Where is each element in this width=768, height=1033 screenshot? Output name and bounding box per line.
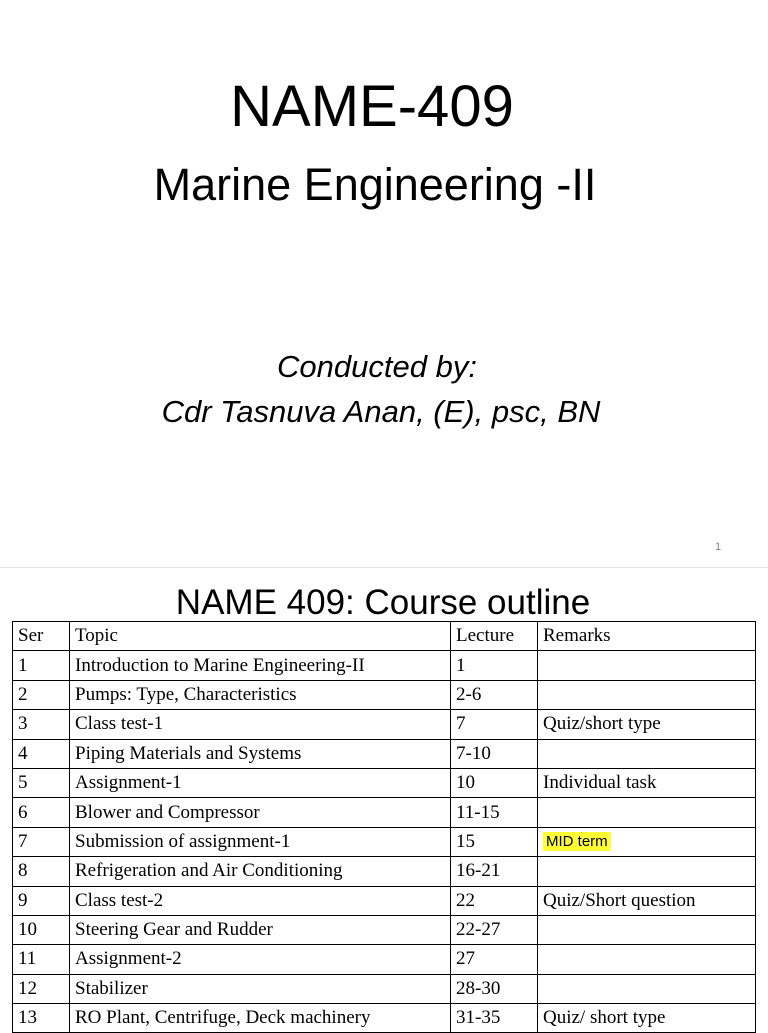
cell-ser: 5	[13, 768, 70, 797]
table-row	[13, 945, 756, 974]
cell-remarks	[538, 915, 756, 944]
cell-lecture: 22-27	[451, 915, 538, 944]
table-header-row	[13, 622, 756, 651]
cell-lecture: 15	[451, 827, 538, 856]
cell-remarks	[538, 945, 756, 974]
table-row	[13, 739, 756, 768]
cell-ser: 12	[13, 974, 70, 1003]
table-row	[13, 710, 756, 739]
cell-topic: Pumps: Type, Characteristics	[70, 680, 451, 709]
table-row	[13, 651, 756, 680]
cell-lecture: 2-6	[451, 680, 538, 709]
cell-ser: 10	[13, 915, 70, 944]
cell-topic: RO Plant, Centrifuge, Deck machinery	[70, 1004, 451, 1033]
cell-remarks	[538, 857, 756, 886]
cell-remarks	[538, 651, 756, 680]
cell-topic: Steering Gear and Rudder	[70, 915, 451, 944]
cell-topic: Stabilizer	[70, 974, 451, 1003]
cell-topic: Assignment-2	[70, 945, 451, 974]
cell-remarks	[538, 974, 756, 1003]
table-row	[13, 915, 756, 944]
cell-remarks: Quiz/short type	[538, 710, 756, 739]
course-title: Marine Engineering -II	[153, 159, 597, 210]
cell-lecture: 1	[451, 651, 538, 680]
mid-term-highlight: MID term	[543, 832, 611, 851]
cell-ser: 2	[13, 680, 70, 709]
cell-topic: Class test-2	[70, 886, 451, 915]
cell-topic: Class test-1	[70, 710, 451, 739]
cell-ser: 11	[13, 945, 70, 974]
course-code: NAME-409	[230, 74, 514, 139]
cell-lecture: 31-35	[451, 1004, 538, 1033]
cell-remarks: Quiz/ short type	[538, 1004, 756, 1033]
table-row	[13, 886, 756, 915]
cell-lecture: 11-15	[451, 798, 538, 827]
outline-title: NAME 409: Course outline	[175, 583, 591, 622]
cell-remarks	[538, 798, 756, 827]
cell-topic: Introduction to Marine Engineering-II	[70, 651, 451, 680]
table-row	[13, 827, 756, 856]
cell-ser: 3	[13, 710, 70, 739]
cell-topic: Submission of assignment-1	[70, 827, 451, 856]
cell-remarks: Quiz/Short question	[538, 886, 756, 915]
cell-topic: Blower and Compressor	[70, 798, 451, 827]
table-row	[13, 798, 756, 827]
cell-remarks	[538, 827, 756, 856]
cell-lecture: 7	[451, 710, 538, 739]
table-row	[13, 768, 756, 797]
table-row	[13, 680, 756, 709]
cell-ser: 13	[13, 1004, 70, 1033]
cell-topic: Assignment-1	[70, 768, 451, 797]
conducted-by-label: Conducted by:	[277, 349, 477, 384]
table-row	[13, 1004, 756, 1033]
course-outline-slide	[0, 568, 768, 1029]
cell-topic: Piping Materials and Systems	[70, 739, 451, 768]
table-row	[13, 857, 756, 886]
cell-topic: Refrigeration and Air Conditioning	[70, 857, 451, 886]
cell-ser: 8	[13, 857, 70, 886]
cell-lecture: 7-10	[451, 739, 538, 768]
cell-lecture: 28-30	[451, 974, 538, 1003]
instructor-name: Cdr Tasnuva Anan, (E), psc, BN	[161, 394, 601, 429]
cell-ser: 7	[13, 827, 70, 856]
header-ser: Ser	[13, 622, 70, 651]
cell-lecture: 10	[451, 768, 538, 797]
cell-ser: 9	[13, 886, 70, 915]
course-outline-table	[12, 621, 756, 1033]
cell-lecture: 16-21	[451, 857, 538, 886]
header-lecture: Lecture	[451, 622, 538, 651]
cell-lecture: 27	[451, 945, 538, 974]
cell-remarks: Individual task	[538, 768, 756, 797]
header-topic: Topic	[70, 622, 451, 651]
cell-ser: 1	[13, 651, 70, 680]
cell-remarks	[538, 680, 756, 709]
cell-lecture: 22	[451, 886, 538, 915]
header-remarks: Remarks	[538, 622, 756, 651]
slide-number: 1	[714, 541, 722, 553]
cell-remarks	[538, 739, 756, 768]
cell-ser: 4	[13, 739, 70, 768]
cell-ser: 6	[13, 798, 70, 827]
table-row	[13, 974, 756, 1003]
